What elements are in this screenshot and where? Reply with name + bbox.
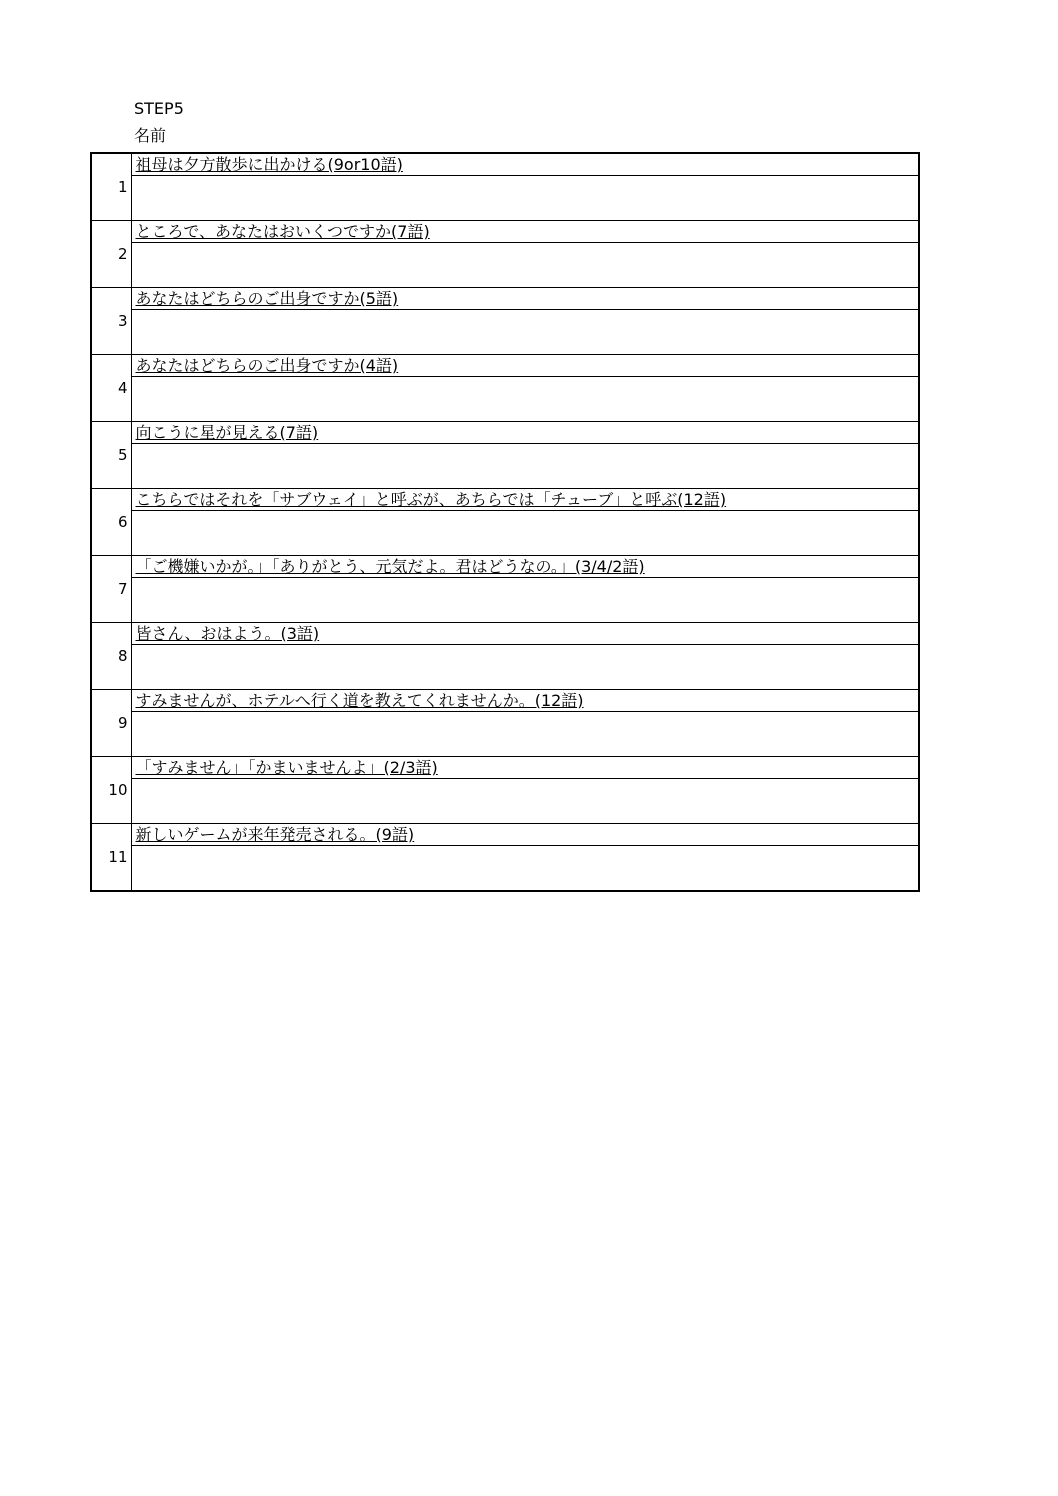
exercise-prompt: すみませんが、ホテルへ行く道を教えてくれませんか。(12語) (131, 690, 919, 712)
exercise-row (91, 422, 919, 444)
exercise-prompt: 向こうに星が見える(7語) (131, 422, 919, 444)
exercise-row (91, 288, 919, 310)
exercise-prompt: 「ご機嫌いかが。」「ありがとう、元気だよ。君はどうなの。」(3/4/2語) (131, 556, 919, 578)
exercise-row (91, 355, 919, 377)
answer-field[interactable] (131, 444, 919, 489)
exercise-row (91, 690, 919, 712)
exercise-prompt: 皆さん、おはよう。(3語) (131, 623, 919, 645)
answer-field[interactable] (131, 578, 919, 623)
exercise-row (91, 221, 919, 243)
name-label: 名前 (134, 126, 167, 145)
exercise-row (91, 489, 919, 511)
exercise-number: 4 (91, 355, 131, 422)
exercise-number: 8 (91, 623, 131, 690)
answer-field[interactable] (131, 511, 919, 556)
exercise-prompt: あなたはどちらのご出身ですか(4語) (131, 355, 919, 377)
answer-field[interactable] (131, 377, 919, 422)
exercise-row (91, 824, 919, 846)
answer-field[interactable] (131, 779, 919, 824)
answer-field[interactable] (131, 176, 919, 221)
exercise-prompt: 新しいゲームが来年発売される。(9語) (131, 824, 919, 846)
exercise-number: 11 (91, 824, 131, 892)
exercise-number: 6 (91, 489, 131, 556)
exercise-row (91, 623, 919, 645)
exercise-number: 2 (91, 221, 131, 288)
answer-field[interactable] (131, 243, 919, 288)
answer-field[interactable] (131, 310, 919, 355)
exercise-prompt: 「すみません」「かまいませんよ」(2/3語) (131, 757, 919, 779)
answer-field[interactable] (131, 712, 919, 757)
exercise-number: 7 (91, 556, 131, 623)
exercise-prompt: あなたはどちらのご出身ですか(5語) (131, 288, 919, 310)
exercise-row (91, 153, 919, 176)
exercise-number: 5 (91, 422, 131, 489)
exercise-row (91, 556, 919, 578)
exercise-prompt: 祖母は夕方散歩に出かける(9or10語) (131, 153, 919, 176)
answer-field[interactable] (131, 645, 919, 690)
exercise-row (91, 757, 919, 779)
exercise-number: 1 (91, 153, 131, 221)
worksheet-step-label: STEP5 (134, 99, 184, 118)
exercise-prompt: こちらではそれを「サブウェイ」と呼ぶが、あちらでは「チューブ」と呼ぶ(12語) (131, 489, 919, 511)
exercise-table (90, 152, 920, 892)
exercise-number: 10 (91, 757, 131, 824)
answer-field[interactable] (131, 846, 919, 892)
exercise-number: 9 (91, 690, 131, 757)
exercise-prompt: ところで、あなたはおいくつですか(7語) (131, 221, 919, 243)
exercise-number: 3 (91, 288, 131, 355)
